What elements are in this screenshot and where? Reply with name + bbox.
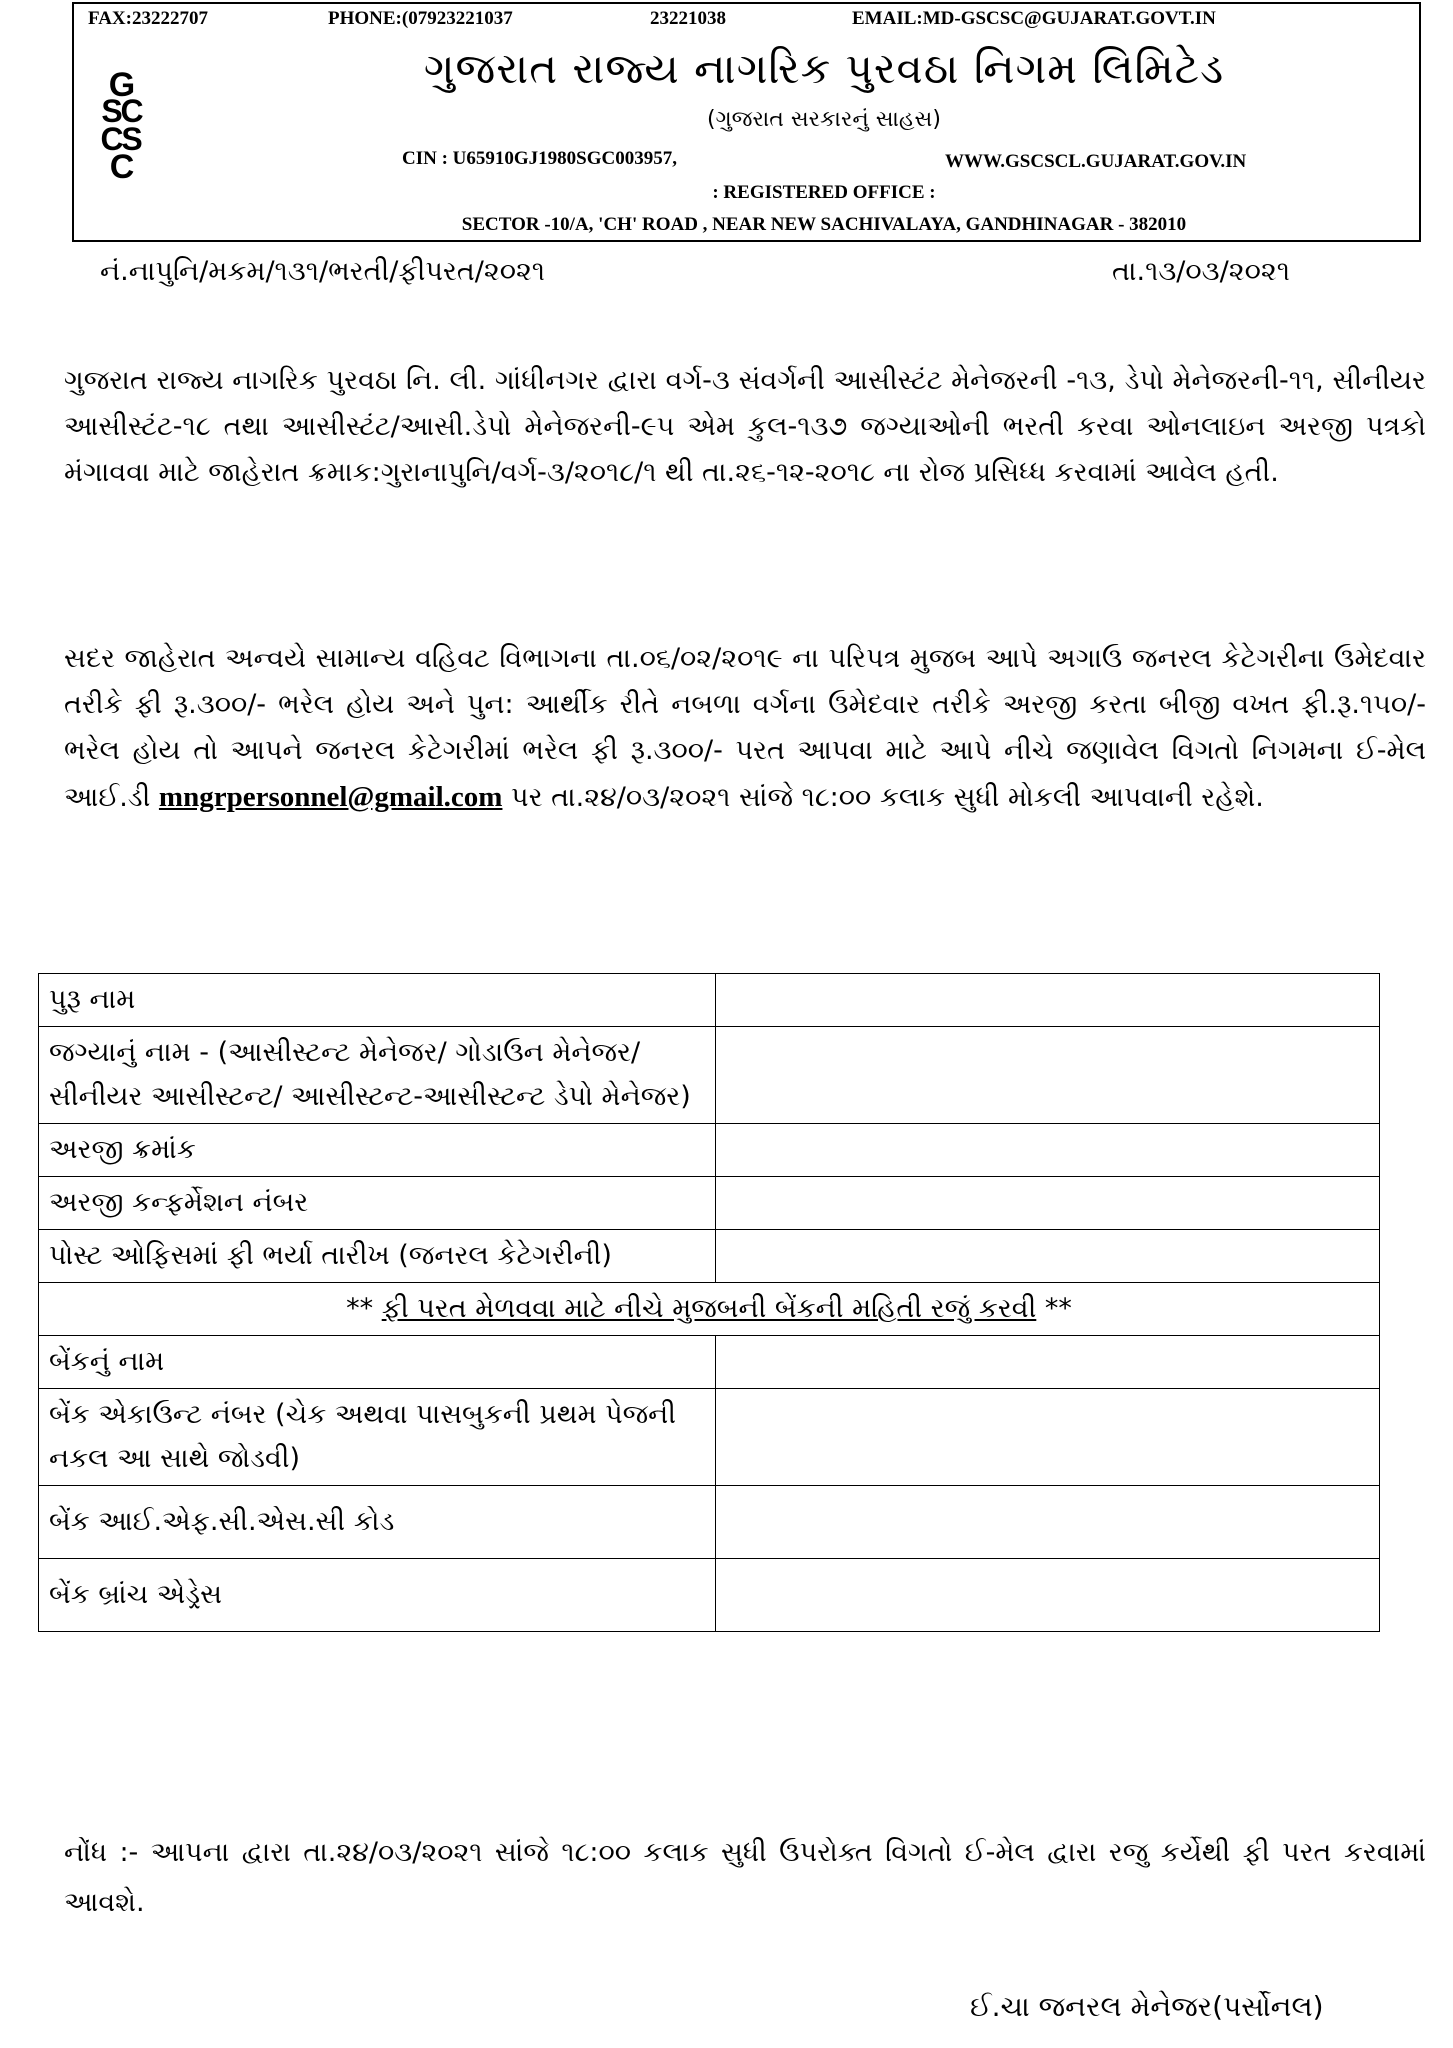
field-label-full-name: પુરૂ નામ xyxy=(39,974,716,1027)
fax-number: FAX:23222707 xyxy=(88,8,208,29)
field-value-branch-address[interactable] xyxy=(716,1559,1380,1632)
email-address: EMAIL:MD-GSCSC@GUJARAT.GOVT.IN xyxy=(852,8,1216,29)
cin-number: CIN : U65910GJ1980SGC003957, xyxy=(402,148,677,169)
contact-email-link[interactable]: mngrpersonnel@gmail.com xyxy=(158,781,503,813)
field-label-application-number: અરજી ક્રમાંક xyxy=(39,1124,716,1177)
table-row xyxy=(39,1124,1380,1177)
field-value-confirmation-number[interactable] xyxy=(716,1177,1380,1230)
field-label-bank-name: બેંકનું નામ xyxy=(39,1336,716,1389)
table-row xyxy=(39,1336,1380,1389)
field-label-account-number: બેંક એકાઉન્ટ નંબર (ચેક અથવા પાસબુકની પ્રથમ પેજની નકલ આ સાથે જોડવી) xyxy=(39,1389,716,1486)
instruction-paragraph xyxy=(64,636,1426,821)
field-value-account-number[interactable] xyxy=(716,1389,1380,1486)
signature-designation: ઈ.ચા જનરલ મેનેજર(પર્સોનલ) xyxy=(970,1990,1324,2023)
instruction-text: સદર જાહેરાત અન્વયે સામાન્ય વહિવટ વિભાગના તા.૦૬/૦૨/૨૦૧૯ ના પરિપત્ર મુજબ આપે અગાઉ જનરલ કેટેગરીના ઉમેદવાર તરીકે ફી રૂ.૩૦૦/- ભરેલ હોય અને પુન: આર્થીક રીતે નબળા વર્ગના ઉમેદવાર તરીકે અરજી કરતા બીજી વખત ફી.રૂ.૧૫૦/- ભરેલ હોય તો આપને જનરલ કેટેગરીમાં ભરેલ ફી રૂ.૩૦૦/- પરત આપવા માટે આપે નીચે જણાવેલ વિગતો નિગમના ઈ-મેલ આઈ.ડી xyxy=(64,643,1426,813)
field-value-bank-name[interactable] xyxy=(716,1336,1380,1389)
reference-number: નં.નાપુનિ/મકમ/૧૩૧/ભરતી/ફીપરત/૨૦૨૧ xyxy=(100,256,546,287)
field-value-fee-date[interactable] xyxy=(716,1230,1380,1283)
heading-stars-left: ** xyxy=(346,1293,374,1324)
svg-text:S: S xyxy=(121,121,143,157)
letter-date: તા.૧૩/૦૩/૨૦૨૧ xyxy=(1112,256,1290,287)
note-text: નોંધ :- આપના દ્વારા તા.૨૪/૦૩/૨૦૨૧ સાંજે ૧૮:૦૦ કલાક સુધી ઉપરોક્ત વિગતો ઈ-મેલ દ્વારા રજુ કર્યેથી ફી પરત કરવામાં આવશે. xyxy=(64,1837,1426,1918)
bank-heading-text: ફી પરત મેળવવા માટે નીચે મુજબની બેંકની મહિતી રજું કરવી xyxy=(381,1293,1037,1324)
table-row xyxy=(39,1027,1380,1124)
phone-number-2: 23221038 xyxy=(650,8,726,29)
letterhead xyxy=(72,2,1421,242)
table-row xyxy=(39,1559,1380,1632)
field-value-ifsc-code[interactable] xyxy=(716,1486,1380,1559)
svg-text:C: C xyxy=(120,93,144,129)
svg-text:C: C xyxy=(100,121,124,157)
website-address: WWW.GSCSCL.GUJARAT.GOV.IN xyxy=(945,151,1247,172)
svg-text:G: G xyxy=(108,68,136,104)
field-value-application-number[interactable] xyxy=(716,1124,1380,1177)
field-label-confirmation-number: અરજી કન્ફર્મેશન નંબર xyxy=(39,1177,716,1230)
table-row xyxy=(39,1230,1380,1283)
bank-section-heading xyxy=(39,1283,1380,1336)
table-row xyxy=(39,974,1380,1027)
table-row xyxy=(39,1486,1380,1559)
field-value-post-name[interactable] xyxy=(716,1027,1380,1124)
field-label-fee-date: પોસ્ટ ઓફિસમાં ફી ભર્યા તારીખ (જનરલ કેટેગરીની) xyxy=(39,1230,716,1283)
org-subtitle: (ગુજરાત સરકારનું સાહસ) xyxy=(707,107,941,132)
field-label-branch-address: બેંક બ્રાંચ એડ્રેસ xyxy=(39,1559,716,1632)
phone-number: PHONE:(07923221037 xyxy=(328,8,513,29)
field-value-full-name[interactable] xyxy=(716,974,1380,1027)
office-address: SECTOR -10/A, 'CH' ROAD , NEAR NEW SACHIVALAYA, GANDHINAGAR - 382010 xyxy=(461,214,1187,235)
svg-text:C: C xyxy=(109,148,135,186)
field-label-post-name: જગ્યાનું નામ - (આસીસ્ટન્ટ મેનેજર/ ગોડાઉન મેનેજર/ સીનીયર આસીસ્ટન્ટ/ આસીસ્ટન્ટ-આસીસ્ટન્ટ ડેપો મેનેજર) xyxy=(39,1027,716,1124)
heading-stars-right: ** xyxy=(1044,1293,1072,1324)
registered-office-label: : REGISTERED OFFICE : xyxy=(712,182,936,203)
intro-paragraph: ગુજરાત રાજ્ય નાગરિક પુરવઠા નિ. લી. ગાંધીનગર દ્વારા વર્ગ-૩ સંવર્ગની આસીસ્ટંટ મેનેજરની -૧૩, ડેપો મેનેજરની-૧૧, સીનીયર આસીસ્ટંટ-૧૮ તથા આસીસ્ટંટ/આસી.ડેપો મેનેજરની-૯૫ એમ કુલ-૧૩૭ જગ્યાઓની ભરતી કરવા ઓનલાઇન અરજી પત્રકો મંગાવવા માટે જાહેરાત ક્રમાક:ગુરાનાપુનિ/વર્ગ-૩/૨૦૧૮/૧ થી તા.૨૬-૧૨-૨૦૧૮ ના રોજ પ્રસિધ્ધ કરવામાં આવેલ હતી. xyxy=(64,365,1426,488)
svg-text:S: S xyxy=(101,93,123,129)
table-row xyxy=(39,1389,1380,1486)
gscsc-logo-icon xyxy=(92,68,154,188)
table-row xyxy=(39,1283,1380,1336)
field-label-ifsc-code: બેંક આઈ.એફ.સી.એસ.સી કોડ xyxy=(39,1486,716,1559)
instruction-text-end: પર તા.૨૪/૦૩/૨૦૨૧ સાંજે ૧૮:૦૦ કલાક સુધી મોકલી આપવાની રહેશે. xyxy=(511,782,1264,813)
table-row xyxy=(39,1177,1380,1230)
org-name: ગુજરાત રાજ્ય નાગરિક પુરવઠા નિગમ લિમિટેડ xyxy=(423,44,1225,93)
details-form-table xyxy=(38,973,1380,1632)
